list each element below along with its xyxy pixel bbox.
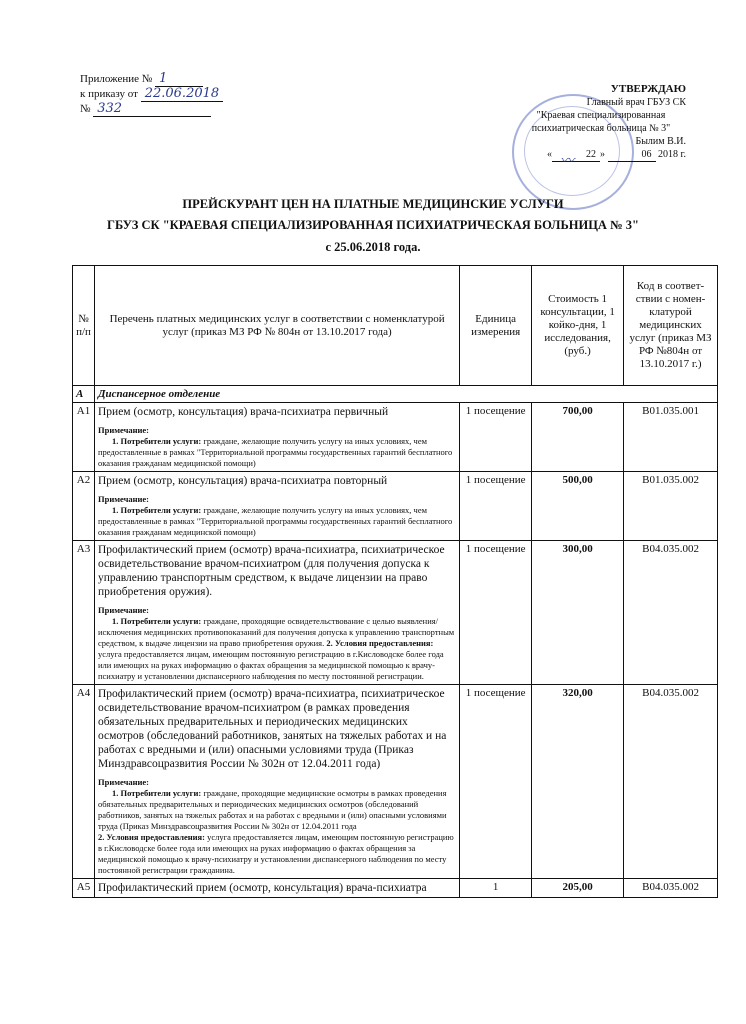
approval-name: Былим В.И. <box>635 136 686 147</box>
row-service <box>94 472 459 541</box>
approval-date-year: 2018 г. <box>658 149 686 160</box>
row-num: А5 <box>73 879 95 898</box>
row-num: А1 <box>73 403 95 472</box>
section-row <box>73 386 718 403</box>
doc-title-line3: с 25.06.2018 года. <box>325 240 421 254</box>
service-note <box>98 494 456 538</box>
approval-block: УТВЕРЖДАЮ Главный врач ГБУЗ СК "Краевая специализированная психиатрическая больница № 3" Былим В.И. « 22 » 06 2018 г. <box>516 83 686 162</box>
service-note <box>98 425 456 469</box>
approval-date-month: 06 <box>608 148 656 162</box>
row-price: 205,00 <box>532 879 624 898</box>
table-row <box>73 541 718 685</box>
note-title: Примечание: <box>97 425 150 435</box>
attachment-number-value: 1 <box>155 72 203 87</box>
row-unit: 1 посещение <box>460 541 532 685</box>
note-bold-1: 1. Потребители услуги: <box>111 505 202 515</box>
attachment-block <box>80 72 223 117</box>
row-unit: 1 посещение <box>460 472 532 541</box>
approval-date-day: 22 <box>552 148 600 162</box>
note-bold-2: 2. Условия предоставления: <box>326 638 434 648</box>
service-name: Прием (осмотр, консультация) врача-психиатра первичный <box>97 406 389 418</box>
row-price: 500,00 <box>532 472 624 541</box>
row-price: 700,00 <box>532 403 624 472</box>
table-row <box>73 472 718 541</box>
signature: 〰 <box>560 153 574 169</box>
order-date-label: к приказу от <box>80 88 138 100</box>
header-code: Код в соответ-ствии с номен-клатурой медицинских услуг (приказ МЗ РФ №804н от 13.10.2017 г.) <box>624 266 718 386</box>
note-title: Примечание: <box>97 605 150 615</box>
row-unit: 1 посещение <box>460 685 532 879</box>
note-bold-1: 1. Потребители услуги: <box>111 616 202 626</box>
order-number-label: № <box>80 103 91 115</box>
row-price: 320,00 <box>532 685 624 879</box>
note-text-1: граждане, проходящие освидетельствование с целью выявления/исключения медицинских противопоказаний для получения допуска к управлению транспортным средством, к выдаче лицензии на право приобретения оружия. <box>97 616 455 648</box>
table-header-row <box>73 266 718 386</box>
approval-line2: "Краевая специализированная <box>536 110 666 121</box>
order-number-value: 332 <box>93 102 211 117</box>
note-text-2: услуга предоставляется лицам, имеющим постоянную регистрацию в г.Кисловодске более года или имеющих на руках информацию о фактах обращения за медицинской помощью к врачу-психиатру и установлении диспансерного наблюдения по месту постоянной регистрации. <box>97 649 444 681</box>
header-num: № п/п <box>73 266 95 386</box>
service-note <box>98 777 456 876</box>
doc-title-line1: ПРЕЙСКУРАНТ ЦЕН НА ПЛАТНЫЕ МЕДИЦИНСКИЕ УСЛУГИ <box>182 197 564 211</box>
row-service <box>94 403 459 472</box>
note-bold-2: 2. Условия предоставления: <box>97 832 205 842</box>
section-name: Диспансерное отделение <box>94 386 717 403</box>
row-service <box>94 685 459 879</box>
note-bold-1: 1. Потребители услуги: <box>111 436 202 446</box>
row-price: 300,00 <box>532 541 624 685</box>
service-name: Профилактический прием (осмотр) врача-психиатра, психиатрическое освидетельствование врачом-психиатром (для получения допуска к управлению транспортным средством, к выдаче лицензии на право приобретения оружия). <box>97 544 445 598</box>
note-bold-1: 1. Потребители услуги: <box>111 788 202 798</box>
service-name: Профилактический прием (осмотр) врача-психиатра, психиатрическое освидетельствование врачом-психиатром (в рамках проведения обязательных предварительных и периодических медицинских осмотров (обследований работников, занятых на тяжелых работах и на работах с вредными и (или) опасными условиями труда (Приказ Минздравсоцразвития России № 302н от 12.04.2011 года) <box>97 688 447 770</box>
row-service <box>94 541 459 685</box>
service-note <box>98 605 456 682</box>
order-date-value: 22.06.2018 <box>141 87 223 102</box>
header-unit: Единица измерения <box>460 266 532 386</box>
table-row <box>73 685 718 879</box>
header-price: Стоимость 1 консультации, 1 койко-дня, 1 исследования, (руб.) <box>532 266 624 386</box>
approval-title: УТВЕРЖДАЮ <box>610 83 686 95</box>
note-text-2: услуга предоставляется лицам, имеющим постоянную регистрацию в г.Кисловодске более года или имеющих на руках информацию о фактах обращения за медицинской помощью к врачу-психиатру и установлении диспансерного наблюдения по месту постоянной регистрации гражданина. <box>97 832 454 875</box>
row-code: B04.035.002 <box>624 685 718 879</box>
table-row <box>73 879 718 898</box>
row-service <box>94 879 459 898</box>
approval-line3: психиатрическая больница № 3" <box>531 123 671 134</box>
service-name: Прием (осмотр, консультация) врача-психиатра повторный <box>97 475 388 487</box>
row-code: B01.035.002 <box>624 472 718 541</box>
row-num: А2 <box>73 472 95 541</box>
note-text-1: граждане, проходящие медицинские осмотры в рамках проведения обязательных предварительных и периодических медицинских осмотров (обследований работников, занятых на тяжелых работах и на работах с вредными и (или) опасными условиями труда (Приказ Минздравсоцразвития России № 302н от 12.04.2011 года <box>97 788 447 831</box>
row-num: А4 <box>73 685 95 879</box>
price-table <box>72 265 718 898</box>
row-code: B04.035.002 <box>624 541 718 685</box>
note-text-1: граждане, желающие получить услугу на иных условиях, чем предоставленные в рамках "Территориальной программы государственных гарантий бесплатного оказания гражданам медицинской помощи) <box>97 505 453 537</box>
row-code: B01.035.001 <box>624 403 718 472</box>
row-unit: 1 посещение <box>460 403 532 472</box>
note-title: Примечание: <box>97 777 150 787</box>
approval-line1: Главный врач ГБУЗ СК <box>586 97 686 108</box>
row-num: А3 <box>73 541 95 685</box>
attachment-number-label: Приложение № <box>80 73 153 85</box>
doc-title-line2: ГБУЗ СК "КРАЕВАЯ СПЕЦИАЛИЗИРОВАННАЯ ПСИХИАТРИЧЕСКАЯ БОЛЬНИЦА № 3" <box>107 218 639 232</box>
note-title: Примечание: <box>97 494 150 504</box>
section-num: А <box>73 386 95 403</box>
header-name: Перечень платных медицинских услуг в соответствии с номенклатурой услуг (приказ МЗ РФ № 804н от 13.10.2017 года) <box>94 266 459 386</box>
note-text-1: граждане, желающие получить услугу на иных условиях, чем предоставленные в рамках "Территориальной программы государственных гарантий бесплатного оказания гражданам медицинской помощи) <box>97 436 453 468</box>
service-name: Профилактический прием (осмотр, консультация) врача-психиатра <box>97 882 427 894</box>
row-unit: 1 <box>460 879 532 898</box>
row-code: B04.035.002 <box>624 879 718 898</box>
table-row <box>73 403 718 472</box>
